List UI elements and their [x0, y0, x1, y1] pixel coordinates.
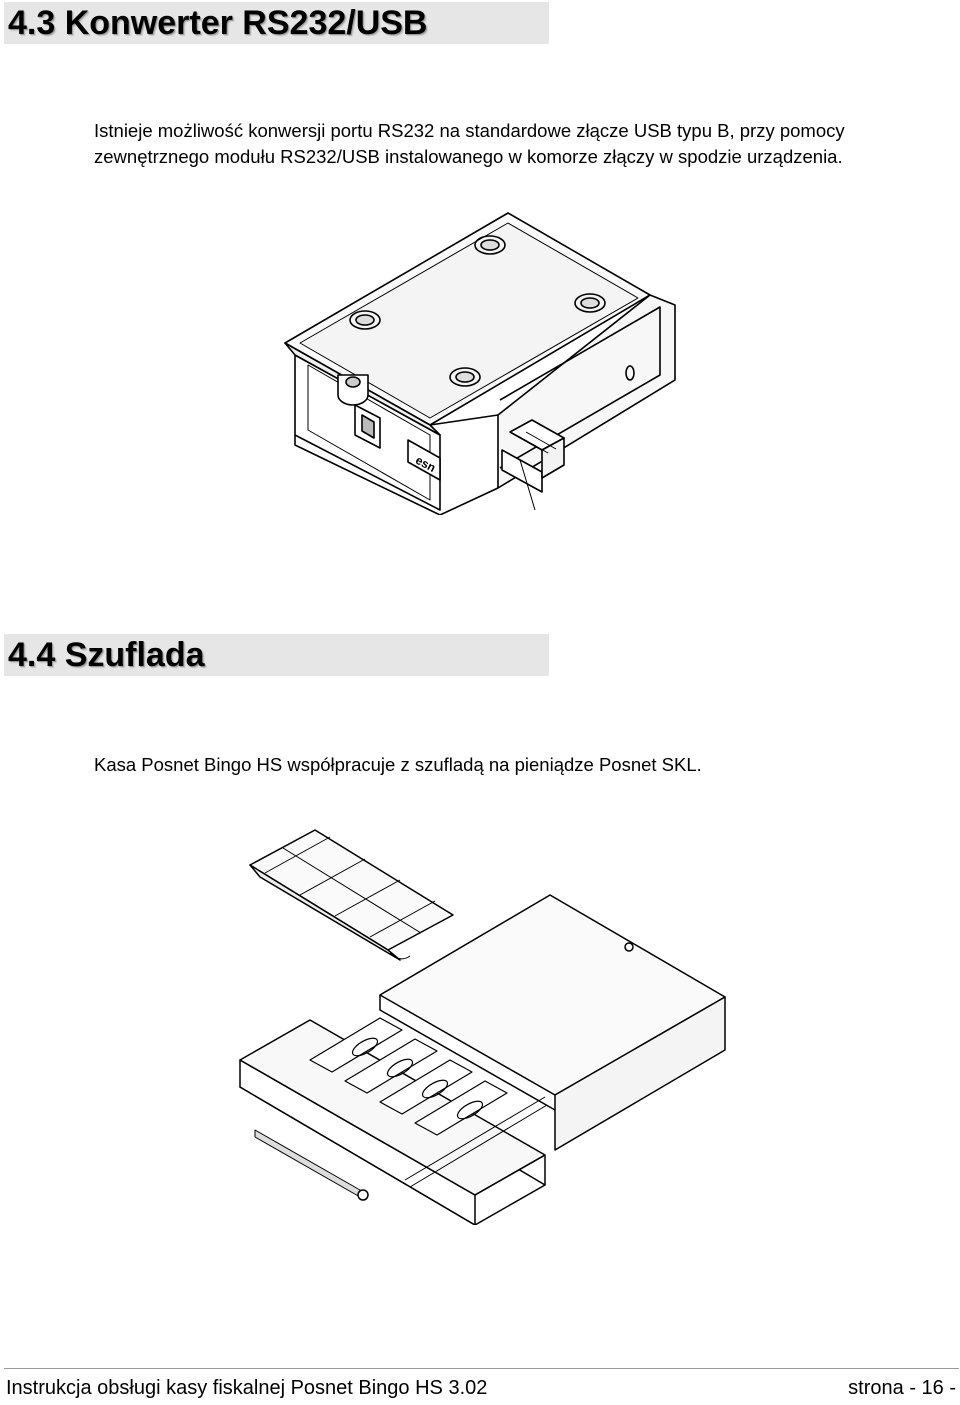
footer-page-number: strona - 16 -: [848, 1377, 956, 1399]
paragraph-line-1: Istnieje możliwość konwersji portu RS232 na standardowe złącze USB typu B, przy pomocy: [94, 120, 845, 141]
cash-drawer-illustration: [235, 825, 730, 1225]
section-heading-4-3-text: 4.3 Konwerter RS232/USB: [8, 4, 428, 42]
section-heading-4-4: [4, 634, 549, 676]
coin-tray: [250, 830, 453, 960]
footer-rule: [4, 1368, 959, 1369]
paragraph-line-2: zewnętrznego modułu RS232/USB instalowanego w komorze złączy w spodzie urządzenia.: [94, 146, 843, 167]
footer-document-title: Instrukcja obsługi kasy fiskalnej Posnet Bingo HS 3.02: [6, 1377, 488, 1399]
module-logo: esn: [413, 452, 439, 476]
drawer-paragraph: Kasa Posnet Bingo HS współpracuje z szufladą na pieniądze Posnet SKL.: [94, 754, 702, 775]
section-heading-4-3: [4, 2, 549, 44]
section-heading-4-4-text: 4.4 Szuflada: [8, 636, 205, 674]
rs232-usb-module-illustration: [280, 210, 685, 515]
